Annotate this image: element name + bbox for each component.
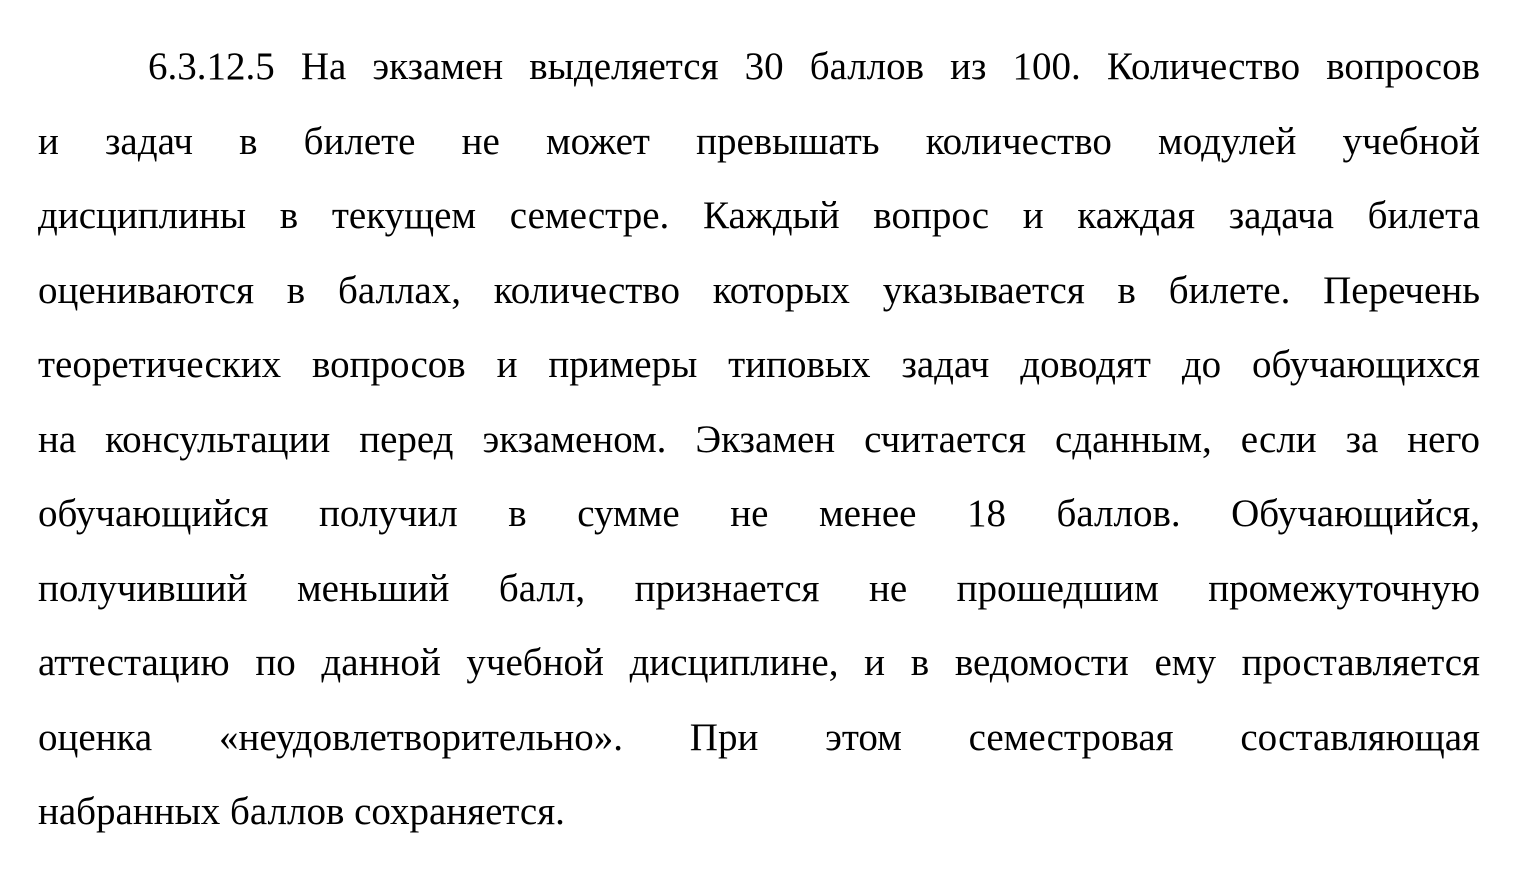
paragraph-line: 6.3.12.5 На экзамен выделяется 30 баллов из 100. Количество вопросов (148, 45, 1480, 88)
paragraph-line: аттестацию по данной учебной дисциплине, и в ведомости ему проставляется (38, 641, 1480, 684)
paragraph-line: оцениваются в баллах, количество которых указывается в билете. Перечень (38, 268, 1480, 312)
paragraph-line: на консультации перед экзаменом. Экзамен считается сданным, если за него (38, 417, 1480, 461)
paragraph-line: обучающийся получил в сумме не менее 18 баллов. Обучающийся, (38, 492, 1480, 535)
paragraph-line: дисциплины в текущем семестре. Каждый вопрос и каждая задача билета (38, 194, 1480, 237)
paragraph-line: получивший меньший балл, признается не прошедшим промежуточную (38, 566, 1480, 610)
paragraph-line-last: набранных баллов сохраняется. (38, 790, 565, 833)
paragraph-line: и задач в билете не может превышать количество модулей учебной (38, 119, 1480, 163)
document-paragraph (38, 38, 1480, 858)
paragraph-line: оценка «неудовлетворительно». При этом семестровая составляющая (38, 715, 1480, 759)
paragraph-line: теоретических вопросов и примеры типовых задач доводят до обучающихся (38, 343, 1480, 386)
